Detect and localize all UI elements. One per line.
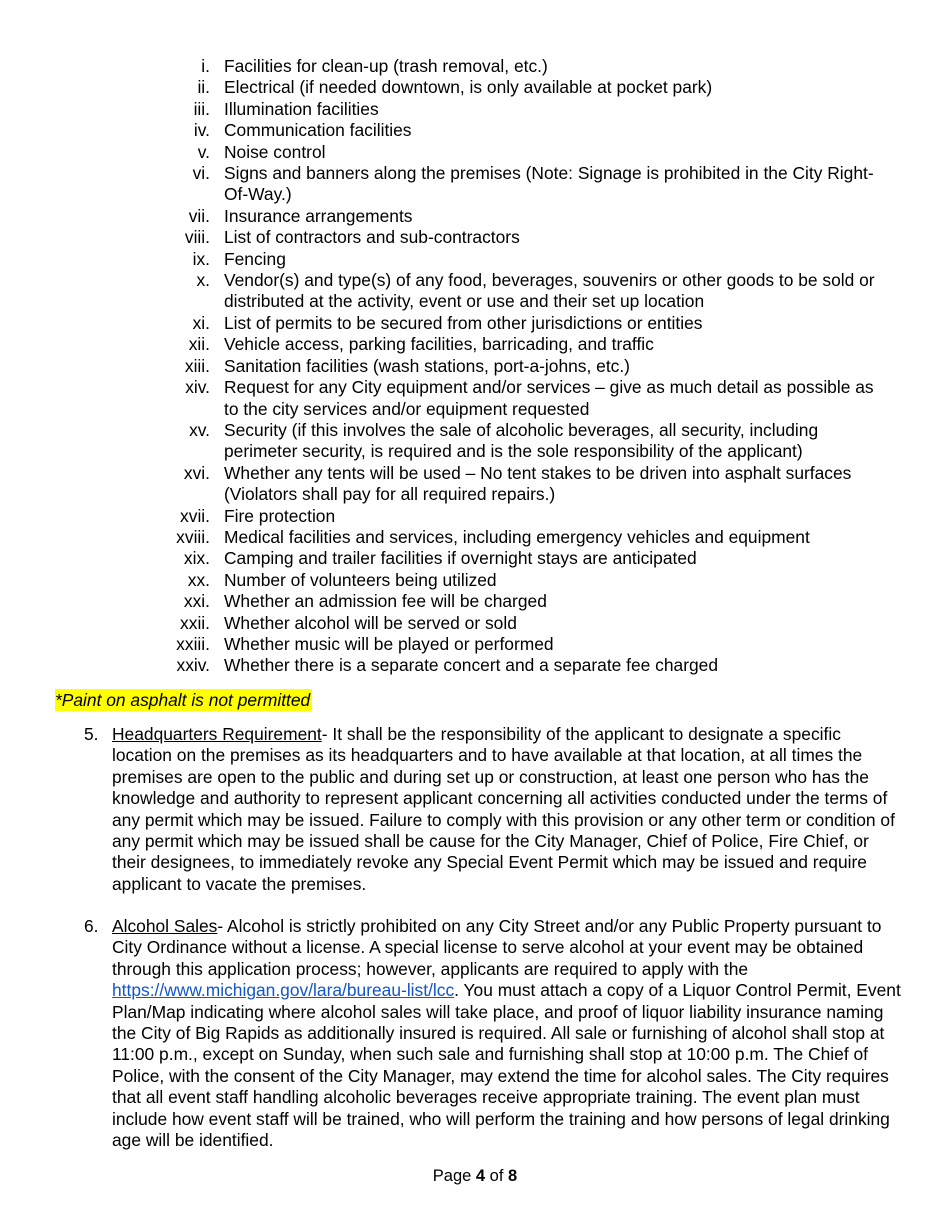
list-item — [0, 463, 950, 506]
section-heading: Headquarters Requirement — [112, 724, 322, 744]
list-item-text: Medical facilities and services, including emergency vehicles and equipment — [224, 526, 810, 547]
section-text — [112, 724, 902, 895]
list-item-text: Whether music will be played or performed — [224, 633, 554, 654]
list-item-number: xvii. — [180, 505, 210, 526]
list-item-number: xxii. — [180, 612, 210, 633]
list-item-text: List of permits to be secured from other jurisdictions or entities — [224, 312, 703, 333]
list-item-number: vi. — [192, 163, 210, 184]
list-item-number: ii. — [197, 77, 210, 98]
list-item-number: xx. — [187, 569, 210, 590]
list-item — [0, 163, 950, 206]
list-item — [0, 120, 950, 141]
list-item-text: Sanitation facilities (wash stations, port-a-johns, etc.) — [224, 355, 630, 376]
list-item — [0, 56, 950, 77]
list-item — [0, 420, 950, 463]
list-item — [0, 142, 950, 163]
list-item — [0, 570, 950, 591]
list-item-number: xiii. — [184, 355, 210, 376]
list-item — [0, 206, 950, 227]
list-item-text: Vehicle access, parking facilities, barricading, and traffic — [224, 334, 654, 355]
section-headquarters-requirement — [0, 724, 950, 895]
list-item — [0, 655, 950, 676]
list-item-text: Fire protection — [224, 505, 336, 526]
list-item — [0, 506, 950, 527]
list-item-number: x. — [196, 270, 210, 291]
section-number: 5. — [84, 724, 99, 744]
list-item-number: xvi. — [183, 462, 210, 483]
section-body-after-link: . You must attach a copy of a Liquor Control Permit, Event Plan/Map indicating where alcohol sales will take place, and proof of liquor liability insurance naming the City of Big Rapids as additionally insured is required. All sale or furnishing of alcohol shall stop at 11:00 p.m., except on Sunday, when such sale and furnishing shall stop at 10:00 p.m. The Chief of Police, with the consent of the City Manager, may extend the time for alcohol sales. The City requires that all event staff handling alcoholic beverages receive appropriate training. The event plan must include how event staff will be trained, who will perform the training and how persons of legal drinking age will be identified. — [112, 980, 901, 1151]
list-item-number: xiv. — [185, 377, 210, 398]
list-item-text: Communication facilities — [224, 120, 412, 141]
list-item-number: v. — [197, 141, 210, 162]
list-item-text: Noise control — [224, 141, 326, 162]
list-item-text: Whether an admission fee will be charged — [224, 591, 547, 612]
highlighted-note: *Paint on asphalt is not permitted — [55, 690, 311, 710]
list-item — [0, 313, 950, 334]
list-item-text: Electrical (if needed downtown, is only available at pocket park) — [224, 77, 713, 98]
list-item — [0, 634, 950, 655]
list-item-number: viii. — [184, 227, 210, 248]
list-item-number: ix. — [192, 248, 210, 269]
list-item — [0, 613, 950, 634]
list-item-number: xi. — [192, 312, 210, 333]
list-item — [0, 591, 950, 612]
list-item — [0, 249, 950, 270]
list-item-text: Signs and banners along the premises (Note: Signage is prohibited in the City Right-Of-Way.) — [224, 163, 874, 205]
section-number: 6. — [84, 916, 99, 936]
list-item — [0, 377, 950, 420]
list-item-number: xv. — [189, 419, 210, 440]
footer-prefix: Page — [432, 1167, 476, 1185]
section-body-before-link: - Alcohol is strictly prohibited on any City Street and/or any Public Property pursuant to City Ordinance without a license. A special license to serve alcohol at your event may be obtained through this application process; however, applicants are required to apply with the — [112, 916, 882, 979]
list-item-number: xxi. — [183, 591, 210, 612]
list-item — [0, 527, 950, 548]
list-item-number: iii. — [193, 98, 210, 119]
section-alcohol-sales — [0, 916, 950, 1151]
list-item-number: xxiv. — [176, 655, 210, 676]
list-item — [0, 270, 950, 313]
list-item-text: Facilities for clean-up (trash removal, etc.) — [224, 56, 548, 76]
requirements-roman-list — [0, 56, 950, 677]
list-item — [0, 227, 950, 248]
section-text — [112, 916, 902, 1151]
list-item-text: List of contractors and sub-contractors — [224, 227, 520, 248]
list-item-number: xviii. — [176, 526, 210, 547]
footer-of: of — [485, 1167, 509, 1185]
list-item-text: Whether there is a separate concert and a separate fee charged — [224, 655, 719, 676]
page-footer — [0, 1166, 950, 1186]
list-item — [0, 334, 950, 355]
list-item-number: iv. — [193, 120, 210, 141]
lcc-link[interactable]: https://www.michigan.gov/lara/bureau-list/lcc — [112, 980, 455, 1001]
list-item-text: Illumination facilities — [224, 98, 379, 119]
current-page: 4 — [475, 1167, 486, 1185]
total-pages: 8 — [508, 1167, 518, 1185]
list-item-number: xxiii. — [176, 633, 210, 654]
section-heading: Alcohol Sales — [112, 916, 218, 936]
section-body: - It shall be the responsibility of the applicant to designate a specific location on the premises as its headquarters and to have available at that location, at all times the premises are open to the public and during set up or construction, at least one person who has the knowledge and authority to represent applicant concerning all activities conducted under the terms of any permit which may be issued. Failure to comply with this provision or any other term or condition of any permit which may be issued shall be cause for the City Manager, Chief of Police, Fire Chief, or their designees, to immediately revoke any Special Event Permit which may be issued and require applicant to vacate the premises. — [112, 724, 895, 894]
list-item-text: Request for any City equipment and/or services – give as much detail as possible as to the city services and/or equipment requested — [224, 377, 874, 419]
list-item — [0, 356, 950, 377]
list-item — [0, 548, 950, 569]
list-item-text: Number of volunteers being utilized — [224, 569, 497, 590]
list-item-text: Security (if this involves the sale of alcoholic beverages, all security, including perimeter security, is required and is the sole responsibility of the applicant) — [224, 419, 819, 462]
list-item-text: Whether any tents will be used – No tent stakes to be driven into asphalt surfaces (Violators shall pay for all required repairs.) — [224, 462, 852, 505]
list-item-text: Fencing — [224, 248, 286, 269]
list-item-text: Camping and trailer facilities if overnight stays are anticipated — [224, 548, 697, 569]
list-item-text: Insurance arrangements — [224, 205, 413, 226]
list-item — [0, 99, 950, 120]
list-item — [0, 77, 950, 98]
list-item-text: Whether alcohol will be served or sold — [224, 612, 517, 633]
list-item-number: vii. — [188, 205, 210, 226]
list-item-text: Vendor(s) and type(s) of any food, beverages, souvenirs or other goods to be sold or distributed at the activity, event or use and their set up location — [224, 270, 875, 312]
list-item-number: xii. — [188, 334, 210, 355]
list-item-number: xix. — [183, 548, 210, 569]
list-item-number: i. — [201, 56, 210, 76]
